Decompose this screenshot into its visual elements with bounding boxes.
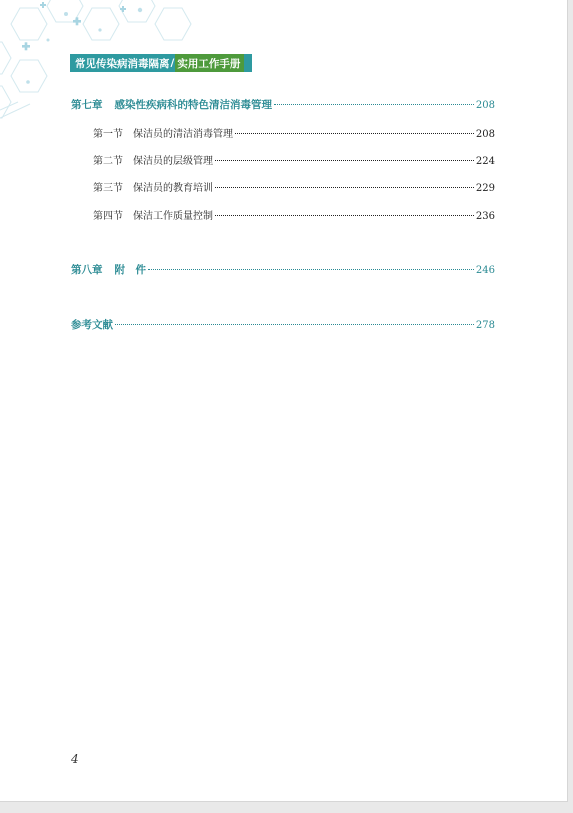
leader-dots: [235, 132, 474, 134]
toc-section-1[interactable]: [93, 125, 495, 140]
section-title: 保洁员的教育培训: [133, 183, 213, 194]
book-title-slash: /: [170, 57, 175, 69]
references-page: 278: [475, 320, 495, 331]
toc-section-3[interactable]: [93, 179, 495, 194]
leader-dots: [115, 323, 474, 325]
section-title: 保洁员的清洁消毒管理: [133, 129, 233, 140]
leader-dots: [215, 186, 474, 188]
section-title: 保洁员的层级管理: [133, 156, 213, 167]
leader-dots: [148, 268, 474, 270]
book-title-right: 实用工作手册: [175, 54, 244, 72]
chapter-title: 附 件: [114, 264, 146, 276]
section-number: 第一节: [93, 129, 123, 140]
section-number: 第二节: [93, 156, 123, 167]
section-page: 224: [475, 156, 495, 167]
book-title-left: 常见传染病消毒隔离: [75, 57, 170, 70]
section-number: 第三节: [93, 183, 123, 194]
chapter-number: 第八章: [71, 264, 103, 276]
leader-dots: [215, 214, 474, 216]
references-title: 参考文献: [71, 319, 113, 331]
toc-chapter-8[interactable]: [71, 262, 495, 277]
leader-dots: [215, 159, 474, 161]
chapter-page: 208: [475, 100, 495, 111]
page-number: 4: [71, 752, 79, 766]
book-title-banner: [70, 54, 252, 72]
section-number: 第四节: [93, 211, 123, 222]
section-page: 236: [475, 211, 495, 222]
section-page: 208: [475, 129, 495, 140]
chapter-page: 246: [475, 265, 495, 276]
toc-section-4[interactable]: [93, 207, 495, 222]
section-title: 保洁工作质量控制: [133, 211, 213, 222]
section-page: 229: [475, 183, 495, 194]
toc-chapter-7[interactable]: [71, 97, 495, 112]
chapter-number: 第七章: [71, 99, 103, 111]
toc-section-2[interactable]: [93, 152, 495, 167]
leader-dots: [274, 103, 474, 105]
toc-references[interactable]: [71, 317, 495, 332]
chapter-title: 感染性疾病科的特色清洁消毒管理: [114, 99, 272, 111]
